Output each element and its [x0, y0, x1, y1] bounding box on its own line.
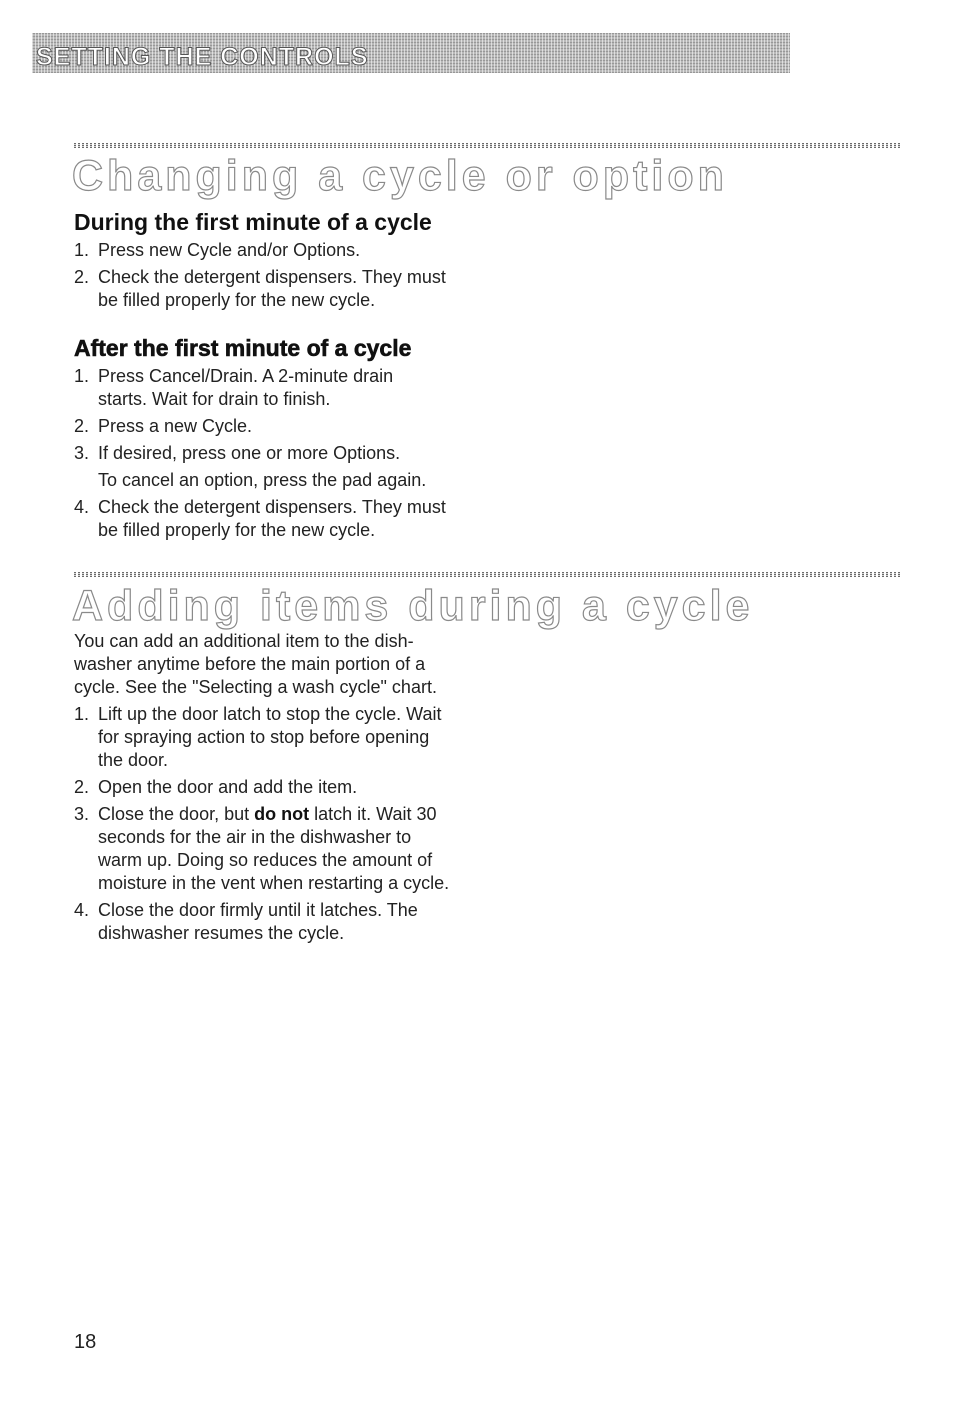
step-number: 4. [74, 497, 90, 517]
list-item [74, 365, 494, 411]
list-item [74, 266, 494, 312]
step-text: Lift up the door latch to stop the cycle. Wait for spraying action to stop before opening the door. [98, 704, 442, 770]
step-text: Check the detergent dispensers. They must be filled properly for the new cycle. [98, 267, 446, 310]
list-item [74, 415, 494, 438]
section-title-changing: Changing a cycle or option [72, 152, 728, 200]
step-number: 1. [74, 366, 90, 386]
subheading-after-first-minute: After the first minute of a cycle [74, 335, 412, 361]
list-item [74, 899, 474, 945]
step-text: Check the detergent dispensers. They must be filled properly for the new cycle. [98, 497, 446, 540]
warning-emphasis: do not [254, 804, 310, 824]
step-text: Press Cancel/Drain. A 2-minute drain starts. Wait for drain to finish. [98, 366, 394, 409]
step-text: If desired, press one or more Options. [98, 443, 401, 463]
step-text [98, 803, 458, 895]
adding-items-body [74, 630, 474, 949]
list-item [74, 803, 474, 895]
steps-after-first-minute [74, 365, 494, 546]
step-number: 1. [74, 704, 90, 724]
list-item [74, 703, 474, 772]
list-item [74, 776, 474, 799]
step-text-part: latch it. Wait 30 seconds for the air in the dishwasher to warm up. Doing so reduces the amount of moisture in the vent when restarting a cycle. [98, 804, 450, 893]
step-text-part: Close the door, but [98, 804, 255, 824]
banner-title: SETTING THE CONTROLS [36, 43, 369, 71]
option-cancel-note: To cancel an option, press the pad again. [98, 470, 427, 490]
step-number: 2. [74, 267, 90, 287]
list-item [74, 496, 494, 542]
step-number: 3. [74, 804, 90, 824]
step-text: Press a new Cycle. [98, 416, 253, 436]
intro-paragraph: You can add an additional item to the dish-washer anytime before the main portion of a cycle. See the "Selecting a wash cycle" chart. [74, 631, 437, 697]
step-text: Open the door and add the item. [98, 777, 358, 797]
section-title-adding-items: Adding items during a cycle [72, 582, 754, 630]
list-item [74, 239, 494, 262]
section-divider-2 [74, 572, 900, 577]
subheading-during-first-minute: During the first minute of a cycle [74, 209, 432, 235]
step-number: 1. [74, 240, 90, 260]
step-number: 3. [74, 443, 90, 463]
step-number: 2. [74, 777, 90, 797]
step-number: 4. [74, 900, 90, 920]
section-divider-1 [74, 143, 900, 148]
steps-during-first-minute [74, 239, 494, 316]
step-text: Close the door firmly until it latches. The dishwasher resumes the cycle. [98, 900, 418, 943]
step-text: Press new Cycle and/or Options. [98, 240, 361, 260]
list-item [74, 442, 494, 465]
page-number: 18 [74, 1331, 97, 1353]
step-number: 2. [74, 416, 90, 436]
